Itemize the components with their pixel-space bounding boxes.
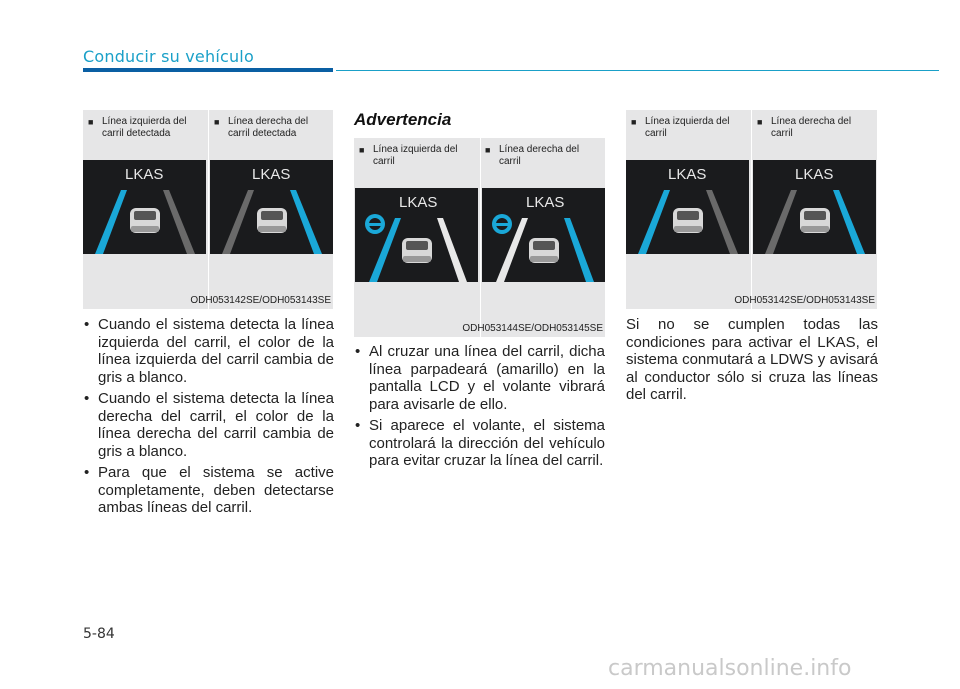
lkas-panel-right-lane [210, 160, 333, 254]
section-title: Conducir su vehículo [83, 47, 254, 66]
square-bullet-icon: ■ [757, 117, 763, 127]
lkas-panel-left-lane [626, 160, 749, 254]
square-bullet-icon: ■ [485, 145, 491, 155]
panel-label: LKAS [668, 166, 707, 183]
header-rule-light [336, 70, 939, 71]
list-item: • Si aparece el volante, el sistema controlará la dirección del vehículo para evitar cruzar la línea del carril. [355, 417, 605, 469]
header-rule-dark [83, 68, 333, 72]
figure-code: ODH053142SE/ODH053143SE [734, 295, 875, 306]
caption-right: ■ Línea derecha del carril detectada [214, 116, 309, 139]
list-item: • Cuando el sistema detecta la línea izquierda del carril, el color de la línea izquierda del carril cambia de gris a blanco. [84, 316, 334, 386]
list-item: • Cuando el sistema detecta la línea derecha del carril, el color de la línea derecha del carril cambia de gris a blanco. [84, 390, 334, 460]
square-bullet-icon: ■ [359, 145, 365, 155]
figure-code: ODH053144SE/ODH053145SE [462, 323, 603, 334]
steering-wheel-icon [365, 214, 385, 234]
panel-label: LKAS [795, 166, 834, 183]
panel-label: LKAS [125, 166, 164, 183]
caption-right: ■ Línea derecha del carril [757, 116, 852, 139]
square-bullet-icon: ■ [631, 117, 637, 127]
caption-left: ■ Línea izquierda del carril detectada [88, 116, 187, 139]
list-item: • Para que el sistema se active completamente, deben detectarse ambas líneas del carril. [84, 464, 334, 516]
caption-left: ■ Línea izquierda del carril [359, 144, 458, 167]
lkas-panel-right-lane [753, 160, 876, 254]
lkas-panel-left-warning [355, 188, 478, 282]
watermark: carmanualsonline.info [608, 656, 852, 681]
steering-wheel-icon [492, 214, 512, 234]
figure-code: ODH053142SE/ODH053143SE [190, 295, 331, 306]
figure-lane-not-detected [626, 110, 877, 309]
square-bullet-icon: ■ [214, 117, 220, 127]
panel-label: LKAS [526, 194, 565, 211]
warning-heading: Advertencia [354, 110, 452, 129]
square-bullet-icon: ■ [88, 117, 94, 127]
panel-label: LKAS [399, 194, 438, 211]
figure-lane-warning [354, 138, 605, 337]
column-2-text [354, 343, 605, 474]
caption-right: ■ Línea derecha del carril [485, 144, 580, 167]
lkas-panel-right-warning [482, 188, 605, 282]
column-1-text [83, 316, 334, 521]
list-item: • Al cruzar una línea del carril, dicha línea parpadeará (amarillo) en la pantalla LCD y el volante vibrará para avisarle de ello. [355, 343, 605, 413]
figure-lane-detected [83, 110, 333, 309]
page-number: 5-84 [83, 626, 115, 642]
lkas-panel-left-lane [83, 160, 206, 254]
caption-left: ■ Línea izquierda del carril [631, 116, 730, 139]
column-3-paragraph: Si no se cumplen todas las condiciones para activar el LKAS, el sistema conmutará a LDWS y avisará al conductor sólo si cruza las líneas del carril. [626, 316, 878, 403]
panel-label: LKAS [252, 166, 291, 183]
